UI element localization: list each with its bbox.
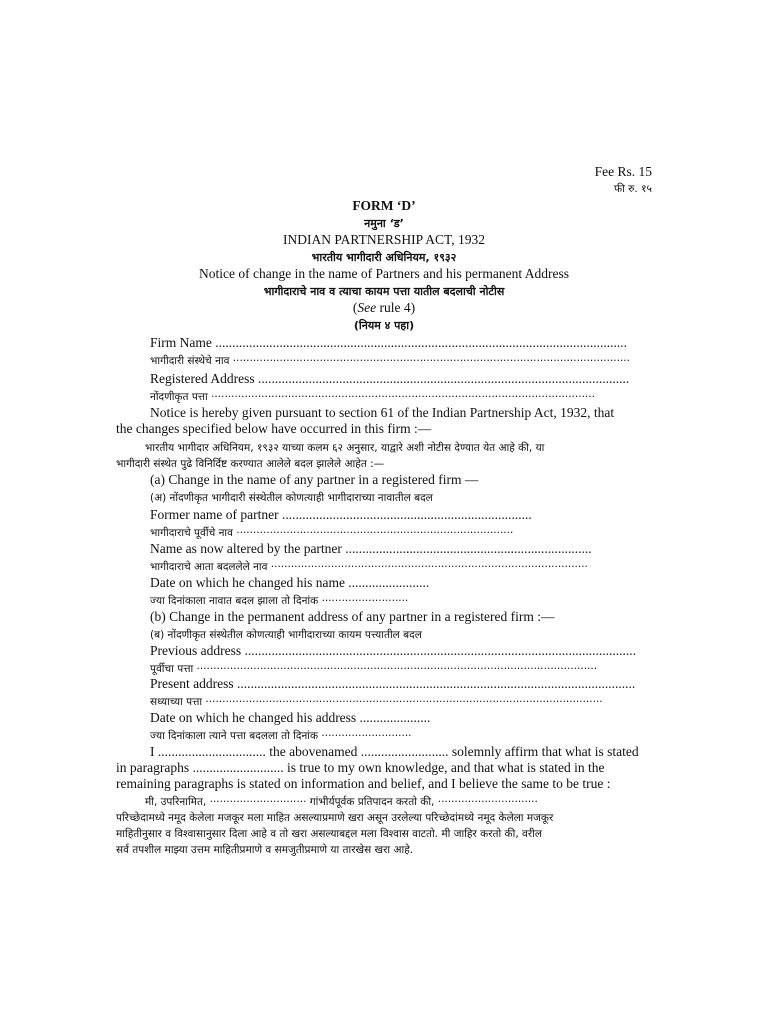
- section-b-label: (b) Change in the permanent address of any partner in a registered firm :—: [150, 609, 555, 624]
- name-change-date-field-marathi: ज्या दिनांकाला नावात बदल झाला तो दिनांक ··························: [150, 595, 409, 607]
- present-address-field-marathi: सध्याच्या पत्ता ·······················································································································: [150, 696, 603, 708]
- notice-paragraph-line2: the changes specified below have occurred in this firm :—: [116, 421, 432, 436]
- section-a-label-marathi: (अ) नोंदणीकृत भागीदारी संस्थेतील कोणत्याही भागीदाराच्या नावातील बदल: [150, 492, 433, 504]
- affirmation-marathi-line2: परिच्छेदामध्ये नमूद केलेला मजकूर मला माहित असल्याप्रमाणे खरा असून उरलेल्या परिच्छेदांमध्ये नमूद केलेला मजकूर: [116, 812, 554, 824]
- fee-label-marathi: फी रु. १५: [613, 183, 652, 195]
- notice-title: Notice of change in the name of Partners and his permanent Address: [198, 266, 569, 281]
- form-title-marathi: नमुना ‘ड’: [364, 217, 404, 230]
- affirmation-line2[interactable]: in paragraphs ........................... is true to my own knowledge, and that what is stated in the: [116, 760, 605, 775]
- rule-rest: rule 4): [376, 300, 416, 315]
- rule-open: (: [352, 300, 358, 315]
- notice-title-marathi: भागीदाराचे नाव व त्याचा कायम पत्ता यातील बदलाची नोटीस: [263, 285, 505, 298]
- section-b-label-marathi: (ब) नोंदणीकृत संस्थेतील कोणत्याही भागीदाराच्या कायम पत्त्यातील बदल: [150, 629, 422, 641]
- affirmation-marathi-line1[interactable]: मी, उपरिनामित, ····························· गांभीर्यपूर्वक प्रतिपादन करतो की, ······························: [145, 796, 538, 808]
- rule-reference: [116, 300, 652, 316]
- affirmation-marathi-line4: सर्व तपशील माझ्या उत्तम माहितीप्रमाणे व समजुतीप्रमाणे या तारखेस खरा आहे.: [116, 844, 414, 856]
- fee-label: Fee Rs. 15: [594, 164, 652, 179]
- section-a-label: (a) Change in the name of any partner in a registered firm —: [150, 472, 479, 487]
- previous-address-field[interactable]: Previous address ....................................................................................................................: [150, 643, 636, 658]
- affirmation-line3: remaining paragraphs is stated on information and belief, and I believe the same to be true :: [116, 776, 611, 791]
- form-title: FORM ‘D’: [352, 198, 416, 213]
- altered-name-field[interactable]: Name as now altered by the partner .........................................................................: [150, 541, 592, 556]
- present-address-field[interactable]: Present address ......................................................................................................................: [150, 676, 636, 691]
- rule-reference-marathi: (नियम ४ पहा): [353, 319, 415, 332]
- registered-address-field-marathi: नोंदणीकृत पत्ता ···················································································································: [150, 391, 595, 403]
- act-title-marathi: भारतीय भागीदारी अधिनियम, १९३२: [311, 251, 457, 264]
- name-change-date-field[interactable]: Date on which he changed his name ........................: [150, 575, 430, 590]
- registered-address-field[interactable]: Registered Address ..............................................................................................................: [150, 371, 630, 386]
- former-name-field[interactable]: Former name of partner ..........................................................................: [150, 507, 532, 522]
- act-title: INDIAN PARTNERSHIP ACT, 1932: [283, 232, 485, 247]
- notice-paragraph-line1: Notice is hereby given pursuant to section 61 of the Indian Partnership Act, 1932, that: [150, 405, 615, 420]
- affirmation-line1[interactable]: I ................................ the abovenamed .......................... solemnly affirm that what is stated: [150, 744, 639, 759]
- rule-see: See: [357, 300, 377, 315]
- altered-name-field-marathi: भागीदाराचे आता बदललेले नाव ·······························································································: [150, 561, 588, 573]
- address-change-date-field[interactable]: Date on which he changed his address .....................: [150, 710, 431, 725]
- previous-address-field-marathi: पूर्वीचा पत्ता ························································································································: [150, 663, 598, 675]
- address-change-date-field-marathi: ज्या दिनांकाला त्याने पत्ता बदलला तो दिनांक ···························: [150, 730, 412, 742]
- affirmation-marathi-line3: माहितीनुसार व विश्वासानुसार दिला आहे व तो खरा असल्याबद्दल मला विश्वास वाटतो. मी जाहिर करतो की, वरील: [116, 828, 542, 840]
- firm-name-field[interactable]: Firm Name ..........................................................................................................................: [150, 335, 627, 350]
- notice-paragraph-marathi-line2: भागीदारी संस्थेत पुढे विनिर्दिष्ट करण्यात आलेले बदल झालेले आहेत :—: [116, 458, 385, 470]
- firm-name-field-marathi: भागीदारी संस्थेचे नाव ·······················································································································: [150, 355, 630, 367]
- former-name-field-marathi: भागीदाराचे पूर्वीचे नाव ···················································································: [150, 527, 514, 539]
- notice-paragraph-marathi-line1: भारतीय भागीदार अधिनियम, १९३२ याच्या कलम ६२ अनुसार, याद्वारे अशी नोटीस देण्यात येत आहे की, या: [145, 442, 545, 454]
